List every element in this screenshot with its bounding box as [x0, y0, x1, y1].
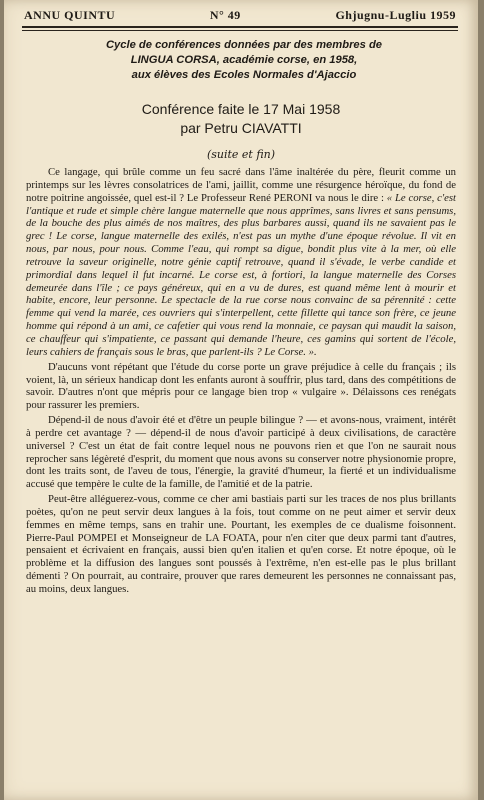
paragraph-1-lead: Ce langage, qui brûle comme un feu sacré dans l'âme inaltérée du père, fleurit comme un printemps sur les lèvres consolatrices de l'ami, jaillit, comme une résurgence héroïque, du fond de notre poitrine angoissée, quel est-il ? Le Professeur René PERONI va nous le dire :: [26, 166, 456, 204]
intro-line-2: LINGUA CORSA, académie corse, en 1958,: [130, 54, 358, 66]
paragraph-2: D'aucuns vont répétant que l'étude du corse porte un grave préjudice à celle du français ; ils voient, là, un sérieux handicap dont les enfants auront à souffrir, plus tard, dans des compétitions de savoir. D'autres n'ont que mépris pour ce langage bien trop « vulgaire ». Délaissons ces renégats pour rassurer les premiers.: [26, 360, 456, 412]
header-date: Ghjugnu-Lugliu 1959: [335, 7, 456, 22]
conference-author: par Petru CIAVATTI: [180, 120, 302, 136]
intro-line-1: Cycle de conférences données par des membres de: [105, 39, 383, 51]
magazine-page: [4, 0, 478, 800]
header-series: ANNU QUINTU: [24, 7, 116, 22]
peroni-quote: « Le corse, c'est l'antique et rude et simple chère langue maternelle que nous apprîmes, sans livres et sans pensums, de la bouche des plus aimés de nos maîtres, des plus barbares aussi, quand ils ne savaient pas le grec ! Le corse, langue maternelle des exilés, n'est pas un mythe d'une époque révolue. Il vit en nous, par nous, pour nous. Comme l'eau, qui rompt sa digue, bondit plus vite à la mer, où elle retrouve la saveur originelle, notre génie captif retrouve, quand il s'évade, le verbe candide et primordial dans lequel il fut incarné. Le corse est, à fortiori, la langue maternelle des Corses demeurée dans l'île ; ce pays généreux, qui en a vu de dures, est quand même lent à mourir et habite, encore, leur personne. Le spectacle de la rue corse nous convainc de sa pérennité : cette femme qui vend la marée, ces ouvriers qui s'interpellent, cette fillette qui tance son frère, ce jeune homme qui répond à un ami, ce cafetier qui vous rend la monnaie, ce paysan qui maudit la saison, ce chauffeur qui s'impatiente, ce passant qui demande l'heure, ces gamins qui sortent de l'école, leurs cahiers de français sous le bras, que parlent-ils ? Le Corse. ».: [26, 191, 456, 358]
intro-line-3: aux élèves des Ecoles Normales d'Ajaccio: [131, 69, 357, 81]
header-rule-thick: [22, 26, 458, 28]
continuation-note: (suite et fin): [206, 148, 276, 161]
paragraph-4: Peut-être alléguerez-vous, comme ce cher ami bastiais parti sur les traces de nos plus brillants poètes, qu'on ne peut servir deux langues à la fois, tout comme on ne peut aimer et servir deux femmes en même temps, sans en trahir une. Pourtant, les exemples de ce dualisme foisonnent. Pierre-Paul POMPEI et Monseigneur de LA FOATA, pour n'en citer que deux parmi tant d'autres, pensaient et écrivaient en français, aussi bien qu'en italien et qu'en corse. Et notre époque, où le problème et la diffusion des langues sont poussés à l'extrême, n'en est-elle pas le plus brillant démenti ? On pourrait, au contraire, prouver que rares demeurent les personnes ne connaissant pas, au moins, deux langues.: [26, 493, 456, 595]
paragraph-3: Dépend-il de nous d'avoir été et d'être un peuple bilingue ? — et avons-nous, vraiment, intérêt à perdre cet avantage ? — dépend-il de nous d'avoir participé à deux civilisations, de caractère universel ? C'est un état de fait contre lequel nous ne pouvons rien et que l'on ne saurait nous reprocher sans légèreté d'esprit, du moment que nous avons su conserver notre physionomie propre, dont les traits sont, de l'aveu de tous, l'énergie, la gravité d'humeur, la fierté et un individualisme accusé que tempère le culte de la famille, de l'amitié et de la patrie.: [26, 414, 456, 491]
conference-heading: [44, 100, 438, 138]
conference-title: Conférence faite le 17 Mai 1958: [141, 101, 341, 117]
article-body: [26, 166, 456, 596]
article-intro: [50, 38, 438, 83]
paragraph-1: [26, 166, 456, 359]
running-header: [24, 4, 456, 26]
header-issue-number: N° 49: [209, 7, 241, 22]
header-rule-thin: [22, 30, 458, 31]
